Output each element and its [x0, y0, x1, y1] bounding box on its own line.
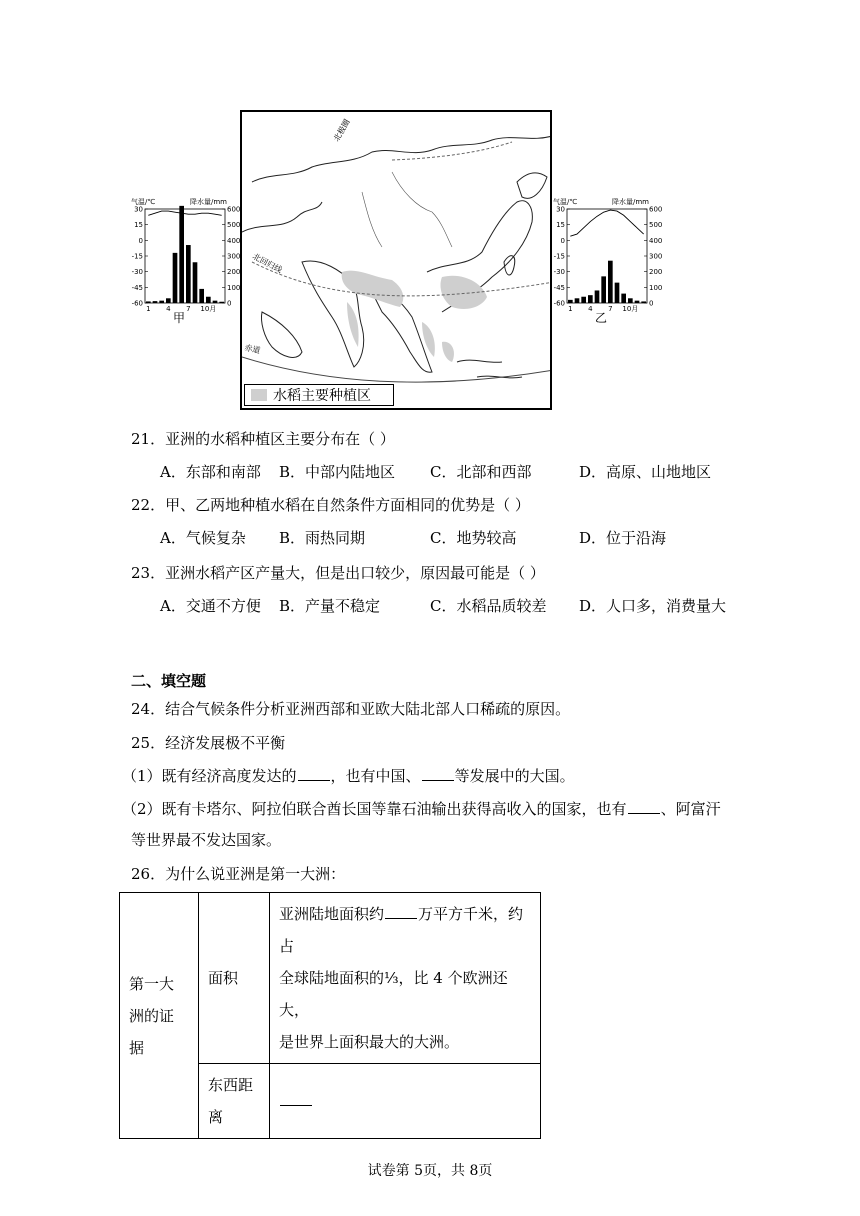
jia-temp-axis-label: 气温/℃: [131, 198, 156, 206]
q25-1-text-c: 等发展中的大国。: [454, 767, 575, 785]
yi-precip-tick: 300: [649, 252, 662, 261]
area-blank[interactable]: [385, 904, 417, 919]
yi-month-tick: 4: [588, 305, 593, 313]
jia-precip-tick: 600: [227, 205, 240, 214]
climate-chart-yi: [552, 195, 662, 330]
yi-precip-axis-label: 降水量/mm: [612, 198, 649, 206]
jia-temp-tick: 15: [134, 221, 143, 230]
ew-label-line-1: 东西距: [208, 1076, 254, 1094]
yi-temp-tick: 30: [556, 205, 565, 214]
jia-precip-bar: [206, 297, 211, 303]
yi-precip-tick: 0: [649, 299, 654, 308]
ew-blank[interactable]: [280, 1091, 312, 1106]
yi-month-tick: 7: [608, 305, 613, 313]
yi-precip-bar: [641, 301, 646, 303]
yi-temp-tick: -45: [553, 283, 565, 292]
jia-month-tick: 1: [146, 305, 151, 313]
q25-2-text-b: 、阿富汗: [660, 800, 721, 818]
q22-option-c[interactable]: C．地势较高: [430, 529, 517, 547]
ew-label-line-2: 离: [208, 1108, 224, 1126]
tropic-of-cancer-label: 北回归线: [251, 251, 284, 275]
area-text-c: 全球陆地面积的⅓，比 4 个欧洲还大，: [279, 969, 508, 1019]
jia-precip-bar: [173, 253, 178, 303]
question-25-1: [122, 766, 575, 786]
q22-option-a[interactable]: A．气候复杂: [160, 529, 246, 547]
q25-1-text-a: （1）既有经济高度发达的: [122, 767, 297, 785]
jia-precip-bar: [146, 301, 151, 303]
yi-temp-axis-label: 气温/℃: [553, 198, 578, 206]
yi-temp-tick: 15: [556, 221, 565, 230]
row-header-line-1: 第一大: [129, 974, 175, 993]
yi-precip-bar: [575, 298, 580, 303]
q21-option-a[interactable]: A．东部和南部: [160, 463, 261, 481]
q21-option-b[interactable]: B．中部内陆地区: [279, 463, 396, 481]
yi-precip-tick: 400: [649, 236, 662, 245]
jia-precip-tick: 200: [227, 268, 240, 277]
jia-month-tick: 10月: [200, 305, 217, 313]
ew-content-cell: [270, 1064, 541, 1139]
arctic-circle-label: 北极圈: [331, 117, 352, 143]
area-label: 面积: [208, 969, 239, 987]
yi-month-tick: 10月: [622, 305, 639, 313]
yi-precip-bar: [635, 301, 640, 303]
legend-label: 水稻主要种植区: [273, 388, 371, 404]
yi-temp-tick: -30: [553, 268, 565, 277]
jia-precip-tick: 400: [227, 236, 240, 245]
yi-temp-tick: -15: [553, 252, 565, 261]
yi-precip-bar: [601, 276, 606, 303]
area-label-cell: [199, 893, 270, 1064]
jia-frame: [145, 209, 225, 303]
jia-precip-tick: 100: [227, 283, 240, 292]
jia-precip-bar: [199, 289, 204, 303]
yi-precip-tick: 500: [649, 221, 662, 230]
question-22: 22．甲、乙两地种植水稻在自然条件方面相同的优势是（ ）: [131, 496, 530, 514]
q25-2-blank[interactable]: [628, 799, 660, 814]
jia-temp-tick: -15: [131, 252, 143, 261]
map-graphic: [242, 112, 552, 410]
yi-precip-tick: 200: [649, 268, 662, 277]
jia-precip-tick: 0: [227, 299, 232, 308]
equator-label: 赤道: [243, 343, 262, 356]
jia-month-tick: 4: [166, 305, 171, 313]
legend-swatch: [251, 389, 267, 401]
question-26: 26．为什么说亚洲是第一大洲：: [131, 865, 346, 883]
jia-precip-bar: [153, 301, 158, 303]
yi-precip-bar: [621, 294, 626, 303]
question-25-2: [122, 799, 721, 819]
q23-option-c[interactable]: C．水稻品质较差: [430, 597, 547, 615]
q22-option-b[interactable]: B．雨热同期: [279, 529, 366, 547]
area-content-cell: [270, 893, 541, 1064]
q22-option-d[interactable]: D．位于沿海: [579, 529, 667, 547]
q25-1-blank-2[interactable]: [422, 766, 454, 781]
row-header-line-2: 洲的证: [129, 1006, 175, 1025]
question-25: 25．经济发展极不平衡: [131, 734, 286, 752]
yi-precip-bar: [568, 300, 573, 303]
yi-precip-tick: 100: [649, 283, 662, 292]
question-25-2-cont: 等世界最不发达国家。: [131, 831, 282, 849]
table-row: [120, 893, 541, 1064]
q23-option-b[interactable]: B．产量不稳定: [279, 597, 381, 615]
jia-precip-bar: [219, 302, 224, 303]
q23-option-d[interactable]: D．人口多，消费量大: [579, 597, 727, 615]
yi-chart-name: 乙: [594, 311, 608, 325]
q21-option-d[interactable]: D．高原、山地地区: [579, 463, 712, 481]
yi-temp-tick: 0: [560, 236, 565, 245]
yi-temp-line: [570, 210, 643, 236]
asia-rice-map: [240, 110, 552, 410]
question-24: 24．结合气候条件分析亚洲西部和亚欧大陆北部人口稀疏的原因。: [131, 700, 571, 718]
q25-2-text-a: （2）既有卡塔尔、阿拉伯联合酋长国等靠石油输出获得高收入的国家，也有: [122, 800, 627, 818]
jia-month-tick: 7: [186, 305, 191, 313]
q21-option-c[interactable]: C．北部和西部: [430, 463, 532, 481]
area-text-b: 万平方千米，约占: [279, 905, 524, 955]
row-header-cell: [120, 893, 199, 1139]
jia-temp-tick: 0: [138, 236, 143, 245]
jia-precip-axis-label: 降水量/mm: [190, 198, 227, 206]
jia-precip-bar: [166, 298, 171, 303]
q25-1-blank-1[interactable]: [298, 766, 330, 781]
question-21: 21．亚洲的水稻种植区主要分布在（ ）: [131, 430, 395, 448]
climate-chart-jia: [130, 195, 240, 330]
jia-temp-tick: -60: [131, 299, 143, 308]
climate-chart-jia-svg: [130, 195, 240, 330]
row-header-line-3: 据: [129, 1038, 145, 1057]
section-title: 二、填空题: [131, 672, 207, 690]
evidence-table: [119, 892, 541, 1139]
question-23: 23．亚洲水稻产区产量大，但是出口较少，原因最可能是（ ）: [131, 564, 545, 582]
yi-precip-tick: 600: [649, 205, 662, 214]
area-text-d: 是世界上面积最大的大洲。: [279, 1033, 460, 1051]
yi-frame: [567, 209, 647, 303]
yi-month-tick: 1: [568, 305, 573, 313]
jia-temp-tick: -30: [131, 268, 143, 277]
yi-precip-bar: [581, 297, 586, 303]
page-footer: 试卷第 5页，共 8页: [367, 1163, 493, 1179]
jia-precip-bar: [186, 245, 191, 303]
jia-precip-tick: 300: [227, 252, 240, 261]
yi-precip-bar: [595, 290, 600, 303]
yi-precip-bar: [608, 261, 613, 303]
area-text-a: 亚洲陆地面积约: [279, 905, 385, 923]
jia-temp-tick: -45: [131, 283, 143, 292]
jia-temp-tick: 30: [134, 205, 143, 214]
climate-chart-yi-svg: [552, 195, 662, 330]
jia-precip-tick: 500: [227, 221, 240, 230]
jia-precip-bar: [159, 301, 164, 303]
jia-precip-bar: [179, 206, 184, 303]
map-legend: [244, 384, 394, 406]
ew-label-cell: [199, 1064, 270, 1139]
jia-chart-name: 甲: [172, 311, 186, 325]
yi-temp-tick: -60: [553, 299, 565, 308]
jia-precip-bar: [213, 301, 218, 303]
yi-precip-bar: [628, 298, 633, 303]
jia-precip-bar: [193, 262, 198, 303]
q25-1-text-b: ，也有中国、: [330, 767, 421, 785]
jia-temp-line: [148, 211, 221, 215]
yi-precip-bar: [615, 283, 620, 303]
yi-precip-bar: [588, 295, 593, 303]
q23-option-a[interactable]: A．交通不方便: [160, 597, 261, 615]
